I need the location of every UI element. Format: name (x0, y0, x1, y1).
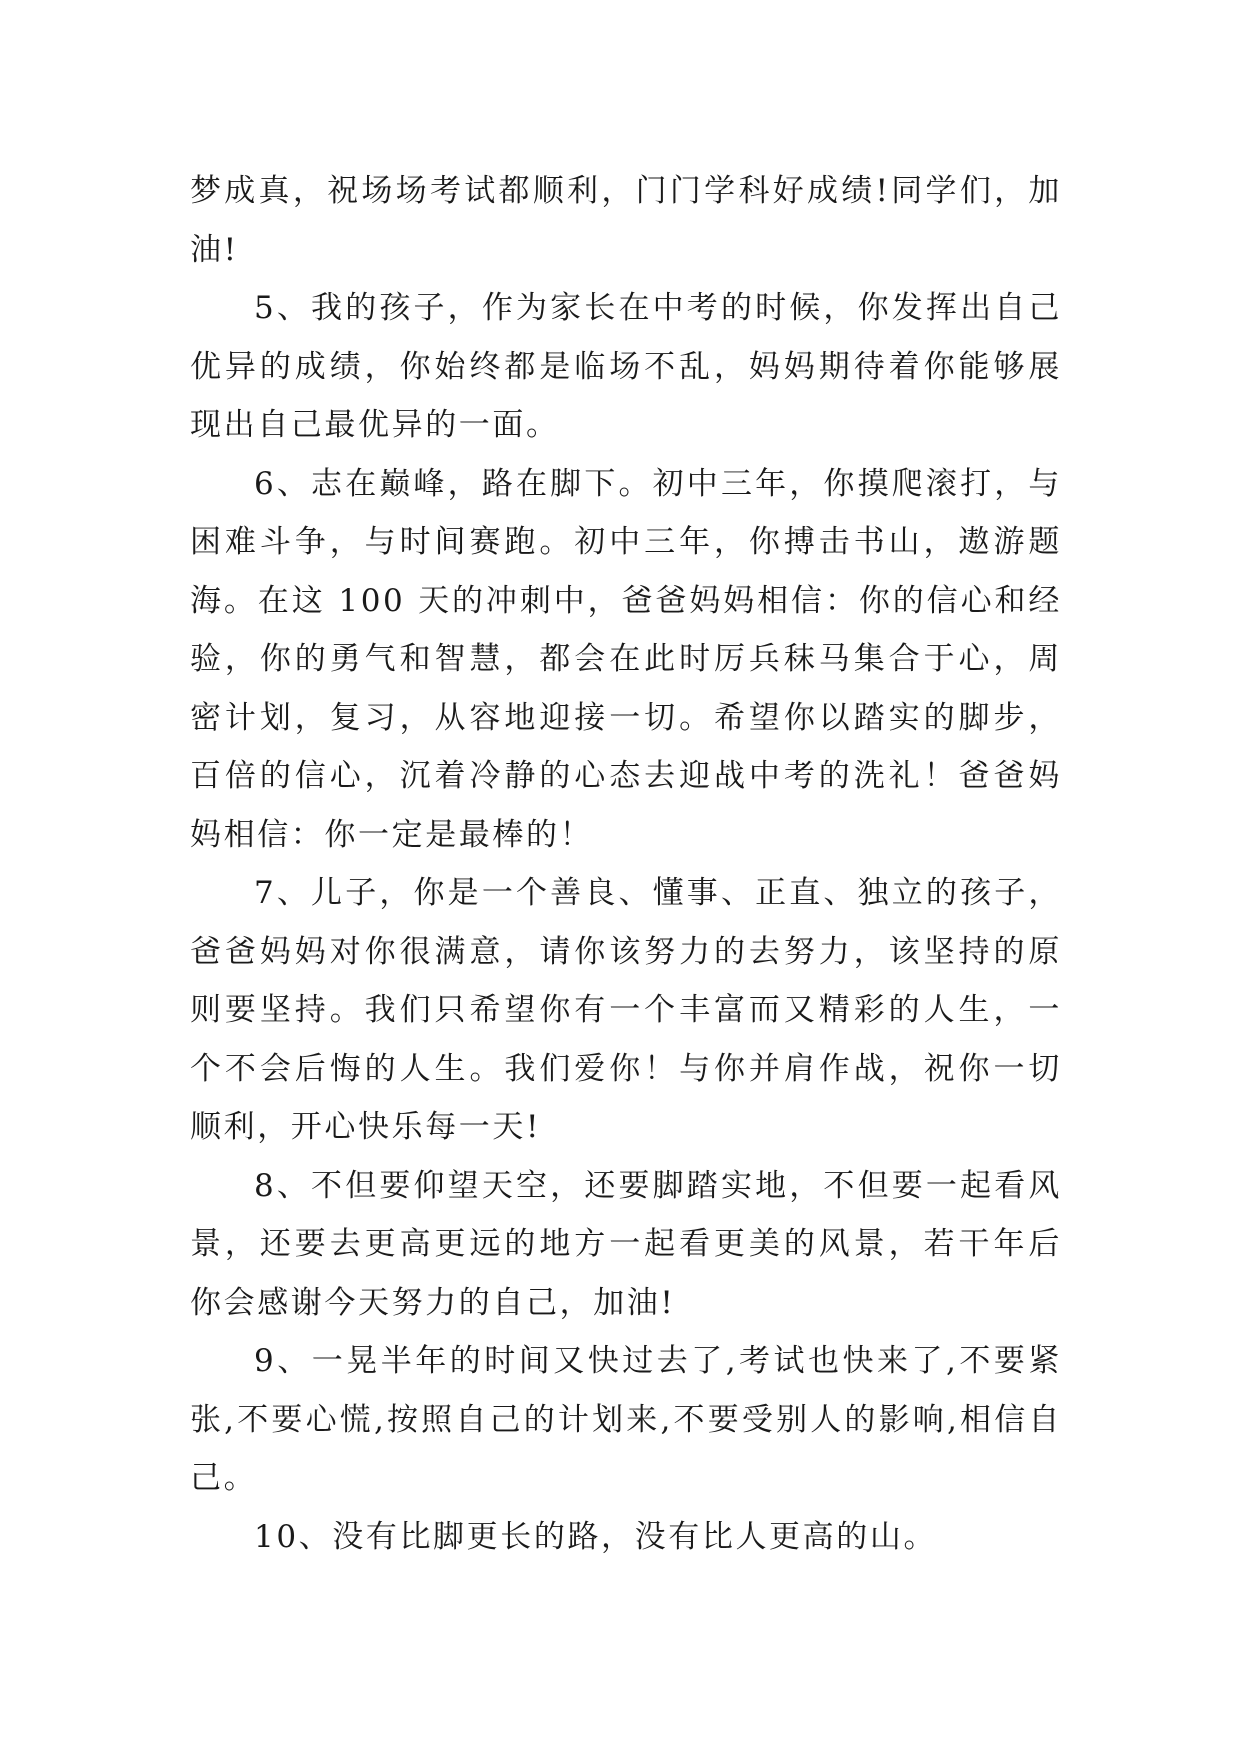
paragraph-10: 10、没有比脚更长的路，没有比人更高的山。 (254, 1518, 938, 1555)
paragraph-9: 9、一晃半年的时间又快过去了,考试也快来了,不要紧张,不要心慌,按照自己的计划来,不要受别人的影响,相信自己。 (190, 1343, 1062, 1496)
paragraph-8: 8、不但要仰望天空，还要脚踏实地，不但要一起看风景，还要去更高更远的地方一起看更美的风景，若干年后你会感谢今天努力的自己，加油! (190, 1167, 1062, 1321)
paragraph-5: 5、我的孩子，作为家长在中考的时候，你发挥出自己优异的成绩，你始终都是临场不乱，妈妈期待着你能够展现出自己最优异的一面。 (190, 290, 1062, 443)
paragraph-continued: 梦成真，祝场场考试都顺利，门门学科好成绩!同学们，加油! (190, 173, 1062, 268)
paragraph-7: 7、儿子，你是一个善良、懂事、正直、独立的孩子，爸爸妈妈对你很满意，请你该努力的去努力，该坚持的原则要坚持。我们只希望你有一个丰富而又精彩的人生，一个不会后悔的人生。我们爱你！与你并肩作战，祝你一切顺利，开心快乐每一天! (190, 875, 1062, 1145)
paragraph-6: 6、志在巅峰，路在脚下。初中三年，你摸爬滚打，与困难斗争，与时间赛跑。初中三年，你搏击书山，遨游题海。在这 100 天的冲刺中，爸爸妈妈相信：你的信心和经验，你的勇气和智慧，都会在此时厉兵秣马集合于心，周密计划，复习，从容地迎接一切。希望你以踏实的脚步，百倍的信心，沉着冷静的心态去迎战中考的洗礼！爸爸妈妈相信：你一定是最棒的！ (190, 465, 1062, 853)
document-body (190, 162, 1062, 1566)
